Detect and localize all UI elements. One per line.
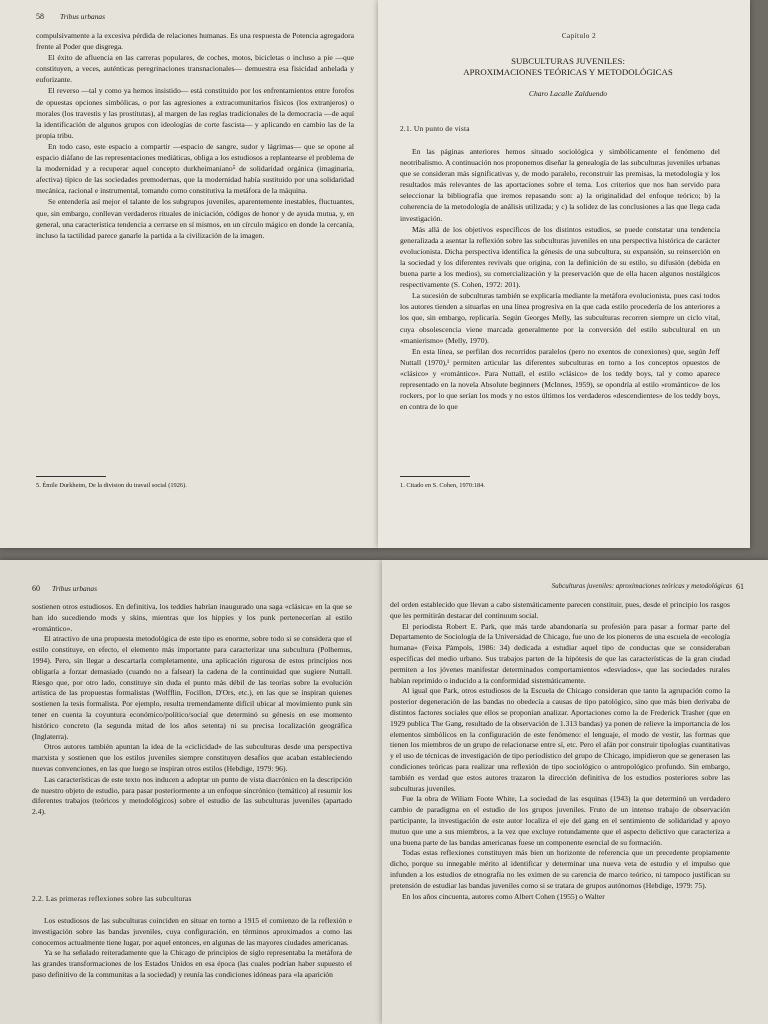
- paragraph: Los estudiosos de las subculturas coinciden en situar en torno a 1915 el comienzo de la reflexión e investigación sobre las bandas juveniles, cuya configuración, en términos aproximados a como las conocemos actualmente tiene lugar, por aquel entonces, en algunas de las mayores ciudades americanas.: [32, 916, 352, 947]
- footnote: 1. Citado en S. Cohen, 1970:184.: [400, 482, 486, 489]
- paragraph: En todo caso, este espacio a compartir —espacio de sangre, sudor y lágrimas— que se opone al espacio diáfano de las representaciones mediáticas, obliga a los estudiosos a replantearse el problema de la modernidad y a recuperar aquel concepto durkheimaniano⁵ de solidaridad orgánica (imaginaria, afectiva) típico de las sociedades premodernas, que la modernidad había sustituido por una solidaridad mecánica, racional e instrumental, tomando como constitutiva la metáfora de la máquina.: [36, 141, 354, 196]
- running-head: Tribus urbanas: [60, 12, 105, 21]
- footnote-rule: [400, 476, 470, 477]
- chapter-label: Capítulo 2: [561, 32, 597, 40]
- paragraph: En las páginas anteriores hemos situado sociológica y simbólicamente el fenómeno del neotribalismo. A continuación nos proponemos diseñar la genealogía de las subculturas juveniles urbanas que se consideran más significativas y, de modo paralelo, reconstruir las premisas, la metodología y los resultados más relevantes de las aportaciones sobre el tema. Los criterios que nos han servido para seleccionar la bibliografía que iremos repasando son: a) la originalidad del enfoque teórico; b) la coherencia de la metodología de análisis utilizada; y c) la solidez de las conclusiones a las que llega cada investigación.: [400, 147, 720, 223]
- section-heading: 2.1. Un punto de vista: [400, 124, 470, 133]
- running-head: Tribus urbanas: [52, 584, 97, 593]
- running-head: Subculturas juveniles: aproximaciones teóricas y metodológicas: [551, 582, 732, 590]
- page-number: 58: [36, 12, 44, 21]
- chapter-author: Charo Lacalle Zalduendo: [528, 89, 608, 98]
- paragraph: El éxito de afluencia en las carreras populares, de coches, motos, bicicletas o incluso a pie —que constituyen, a veces, auténticas peregrinaciones transnacionales— demuestra esa fisicidad anhelada y euforizante.: [36, 53, 354, 85]
- page-60: [0, 560, 382, 1024]
- paragraph: Todas estas reflexiones constituyen más bien un horizonte de referencia que un precedente propiamente dicho, porque su innegable mérito al identificar y determinar una nueva veta de estudio y el impulso que infunden a los estudios de etnografía no les eximen de su carencia de marco teórico, ni tampoco justifican su pretensión de estudiar las bandas juveniles como si se tratara de grupos autónomos (Hebdige, 1979: 75).: [390, 848, 730, 890]
- paragraph: Otros autores también apuntan la idea de la «ciclicidad» de las subculturas desde una perspectiva marxista y sostienen que los estilos juveniles siempre constituyen desafíos que acaban estableciendo nuevas convenciones, en las que luego se inspiran otros estilos (Hebdige, 1979: 96).: [32, 742, 352, 773]
- paragraph: del orden establecido que llevan a cabo sistemáticamente parecen constituir, pues, desde el principio los rasgos que les permitirán destacar del continuum social.: [390, 600, 730, 620]
- body-text: [400, 146, 720, 412]
- footnote-rule: [36, 476, 106, 477]
- page-61: [382, 560, 768, 1024]
- chapter-title-line: APROXIMACIONES TEÓRICAS Y METODOLÓGICAS: [463, 67, 673, 77]
- paragraph: compulsivamente a la excesiva pérdida de relaciones humanas. Es una respuesta de Potencia agregadora frente al Poder que disgrega.: [36, 31, 354, 52]
- page-58: [0, 0, 378, 548]
- paragraph: El atractivo de una propuesta metodológica de este tipo es enorme, sobre todo si se considera que el estilo constituye, en efecto, el elemento más importante para caracterizar una subcultura (Polhemus, 1994). Pero, sin llegar a descartarla completamente, una aplicación rigurosa de estos principios nos obligaría a forzar demasiado (cuando no a falsear) la cadena de la continuidad que sugiere Nuttall. Riesgo que, por otro lado, constituye sin duda el punto más débil de las teorías sobre la evolución artística de las propuestas formalistas (Wolfflin, Focillon, D'Ors, etc.), en las que se inspiran quienes sostienen la tesis formalista. Por ejemplo, resulta tremendamente difícil ubicar al movimiento punk sin tener en cuenta la coyuntura económico/político/social que determinó su génesis en ese momento histórico concreto (la segunda mitad de los años setenta) ni su precisa localización geográfica (Inglaterra).: [32, 634, 352, 741]
- body-text: [32, 916, 352, 981]
- body-text: [36, 30, 354, 241]
- paragraph: El periodista Robert E. Park, que más tarde abandonaría su profesión para pasar a formar parte del Departamento de Sociología de la Universidad de Chicago, fue uno de los pioneros de una escuela de «ecología humana» (Feixa Pàmpols, 1986: 34) dedicada a estudiar aquel tipo de conductas que se consideraban específicas del medio urbano. Sus trabajos parten de la hipótesis de que las características de la gran ciudad permiten a los jóvenes manifestar determinados comportamientos «desviados», que las sociedades rurales habían reprimido o inducido a la conformidad sistemáticamente.: [390, 621, 730, 685]
- page-59: [378, 0, 750, 548]
- paragraph: sostienen otros estudiosos. En definitiva, los teddies habrían inaugurado una saga «clásica» en la que se han ido sucediendo mods y skins, mientras que los hippies y los punk pertenecerían al estilo «romántico».: [32, 602, 352, 633]
- paragraph: En esta línea, se perfilan dos recorridos paralelos (pero no exentos de conexiones) que, según Jeff Nuttall (1970),¹ permiten articular las diferentes subculturas en torno a los conceptos opuestos de «clásico» y «romántico». Para Nuttall, el estilo «clásico» de los teddy boys, tal y como aparece representado en la novela Absolute beginners (McInnes, 1959), se opondría al estilo «romántico» de los rockers, por lo que serían los mods y no estos últimos los verdaderos «descendientes» de los teddy boys, en contra de lo que: [400, 346, 720, 412]
- paragraph: Ya se ha señalado reiteradamente que la Chicago de principios de siglo representaba la metáfora de las grandes transformaciones de los Estados Unidos en esa época (las cuales podrían haber supuesto el paso definitivo de la communitas a la sociedad) y reunía las condiciones idóneas para «la aparición: [32, 948, 352, 979]
- section-heading: 2.2. Las primeras reflexiones sobre las subculturas: [32, 894, 192, 903]
- chapter-title-line: SUBCULTURAS JUVENILES:: [511, 56, 625, 66]
- body-text: [390, 600, 730, 902]
- paragraph: Más allá de los objetivos específicos de los distintos estudios, se puede constatar una tendencia generalizada a asentar la reflexión sobre las subculturas juveniles en una perspectiva histórica de carácter evolucionista. Dicha perspectiva identifica la génesis de una subcultura, su expansión, su reinserción en la sociedad y los diferentes revivals que origina, con la definición de su estilo, su difusión (debida en buena parte a los medios), su comercialización y la preservación que de ella hacen algunos nostálgicos respectivamente (S. Cohen, 1972: 201).: [400, 224, 720, 290]
- paragraph: El reverso —tal y como ya hemos insistido— está constituido por los enfrentamientos entre forofos de opuestas opciones simbólicas, o por las agresiones a extracomunitarios físicos (los extranjeros) o morales (los travestis y las prostitutas), al margen de las reglas tradicionales de la democracia —de aquí la identificación de algunos grupos con ideologías de corte fascista— y aplicando en cambio las de la propia tribu.: [36, 86, 354, 140]
- paragraph: En los años cincuenta, autores como Albert Cohen (1955) o Walter: [402, 891, 605, 901]
- paragraph: Al igual que Park, otros estudiosos de la Escuela de Chicago consideran que tanto la agrupación como la posterior degeneración de las bandas no obedecía a causas de tipo patológico, sino que más bien derivaba de distintos factores sociales que ellos se proponían analizar. Aportaciones como la de Frederick Trasher (que en 1929 publica The Gang, resultado de la observación de 1.313 bandas) ya ponen de relieve la importancia de los elementos simbólicos en la configuración de este fenómeno: el lenguaje, el modo de vestir, las formas que tienen los miembros de un grupo de relacionarse entre sí, etc. Pero el afán por construir tipologías cuantitativas y el uso de técnicas de investigación de tipo periodístico del grupo de Chicago, impidieron que se generasen las condiciones teóricas para realizar una reflexión de tipo sociológico o antropológico profundo. Sin embargo, también es verdad que estos autores trazaron la dirección definitiva de los estudios posteriores sobre las subculturas juveniles.: [390, 686, 730, 793]
- paragraph: Fue la obra de Wiliam Foote White, La sociedad de las esquinas (1943) la que determinó un verdadero cambio de paradigma en el estudio de los grupos juveniles. Fruto de un intenso trabajo de observación participante, la investigación de este autor localiza el eje del gang en el sentimiento de solidaridad y apoyo mutuo que une a sus miembros, a la vez que excluye rotundamente que el aspecto delictivo que caracteriza a una buena parte de las bandas americanas fuese un componente esencial de su formación.: [390, 794, 730, 847]
- chapter-title: [398, 56, 738, 78]
- page-number: 61: [736, 582, 744, 591]
- paragraph: Las características de este texto nos inducen a adoptar un punto de vista diacrónico en la descripción de nuestro objeto de estudio, para pasar posteriormente a un enfoque sincrónico (temático) al resumir los diferentes trabajos (teóricos y metodológicos) sobre el estudio de las subculturas juveniles (apartado 2.4).: [32, 774, 352, 817]
- paragraph: Se entendería así mejor el talante de los subgrupos juveniles, aparentemente inestables, fluctuantes, que, sin embargo, conllevan verdaderos rituales de iniciación, códigos de honor y de ayuda mutua, y, en general, una característica tendencia a cerrarse en sí mismos, en un círculo mágico en donde la cercanía, incluso la tactilidad parece ganarle la partida a la civilización de la imagen.: [36, 197, 354, 240]
- body-text: [32, 602, 352, 818]
- page-number: 60: [32, 584, 40, 593]
- paragraph: La sucesión de subculturas también se explicaría mediante la metáfora evolucionista, pues casi todos los autores tienden a situarlas en una línea progresiva en la que cada estilo procedería de los anteriores a los que, sin embargo, replicaría. Según Georges Melly, las subculturas recorren siempre un ciclo vital, cuya obsolescencia viene marcada generalmente por la conversión del estilo subcultural en un «manierismo» (Melly, 1970).: [400, 291, 720, 345]
- footnote: 5. Émile Durkheim, De la division du travail social (1926).: [36, 482, 187, 489]
